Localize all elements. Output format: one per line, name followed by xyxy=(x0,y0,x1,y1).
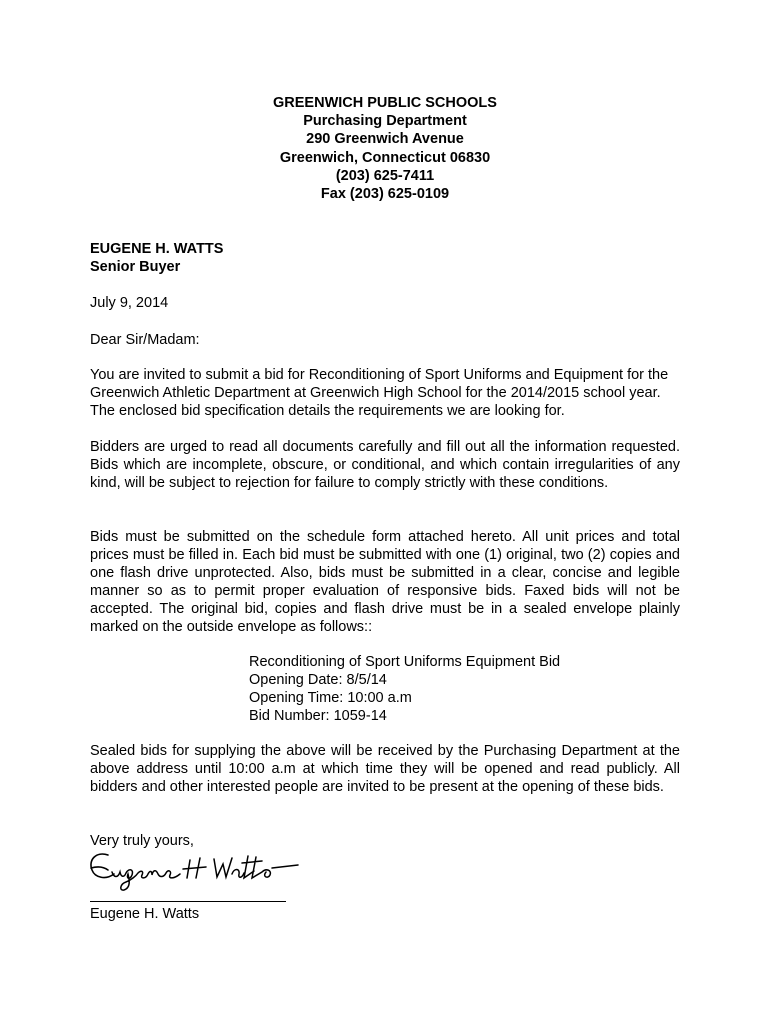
closing: Very truly yours, xyxy=(90,833,194,849)
envelope-label-opening-date: Opening Date: 8/5/14 xyxy=(249,672,387,688)
paragraph-submission: Bids must be submitted on the schedule form attached hereto. All unit prices and total prices must be filled in. Each bid must be submitted with one (1) original, two (2) copies and one flash drive unprotected. Also, bids must be submitted in a clear, concise and legible manner so as to permit proper evaluation of responsive bids. Faxed bids will not be accepted. The original bid, copies and flash drive must be in a sealed envelope plainly marked on the outside envelope as follows:: xyxy=(90,529,680,635)
paragraph-invitation: You are invited to submit a bid for Reconditioning of Sport Uniforms and Equipment for the Greenwich Athletic Department at Greenwich High School for the 2014/2015 school year. The enclosed bid specification details the requirements we are looking for. xyxy=(90,367,669,419)
paragraph-sealed-bids: Sealed bids for supplying the above will be received by the Purchasing Department at the above address until 10:00 a.m at which time they will be opened and read publicly. All bidders and other interested people are invited to be present at the opening of these bids. xyxy=(90,743,680,795)
envelope-label-bid-number: Bid Number: 1059-14 xyxy=(249,708,387,724)
envelope-label-title: Reconditioning of Sport Uniforms Equipment Bid xyxy=(249,654,561,670)
signature-line xyxy=(90,901,286,902)
letterhead-department: Purchasing Department xyxy=(303,113,467,130)
letterhead-fax: Fax (203) 625-0109 xyxy=(320,186,450,203)
letterhead-org: GREENWICH PUBLIC SCHOOLS xyxy=(273,95,497,111)
sender-title: Senior Buyer xyxy=(90,259,181,275)
salutation: Dear Sir/Madam: xyxy=(90,332,200,348)
letterhead-city: Greenwich, Connecticut 06830 xyxy=(279,149,491,166)
signature-graphic xyxy=(86,846,301,894)
letter-date: July 9, 2014 xyxy=(90,295,169,311)
sender-name: EUGENE H. WATTS xyxy=(90,241,224,257)
letterhead xyxy=(0,94,770,203)
paragraph-instructions: Bidders are urged to read all documents carefully and fill out all the information requested. Bids which are incomplete, obscure, or conditional, and which contain irregularities of any kind, will be subject to rejection for failure to comply strictly with these conditions. xyxy=(90,439,680,491)
sender-block xyxy=(90,240,680,276)
letterhead-street: 290 Greenwich Avenue xyxy=(306,131,464,148)
letterhead-phone: (203) 625-7411 xyxy=(335,167,435,184)
signed-name: Eugene H. Watts xyxy=(90,906,200,922)
handwritten-signature xyxy=(86,846,301,899)
envelope-label-opening-time: Opening Time: 10:00 a.m xyxy=(249,690,412,706)
envelope-label xyxy=(249,653,560,725)
